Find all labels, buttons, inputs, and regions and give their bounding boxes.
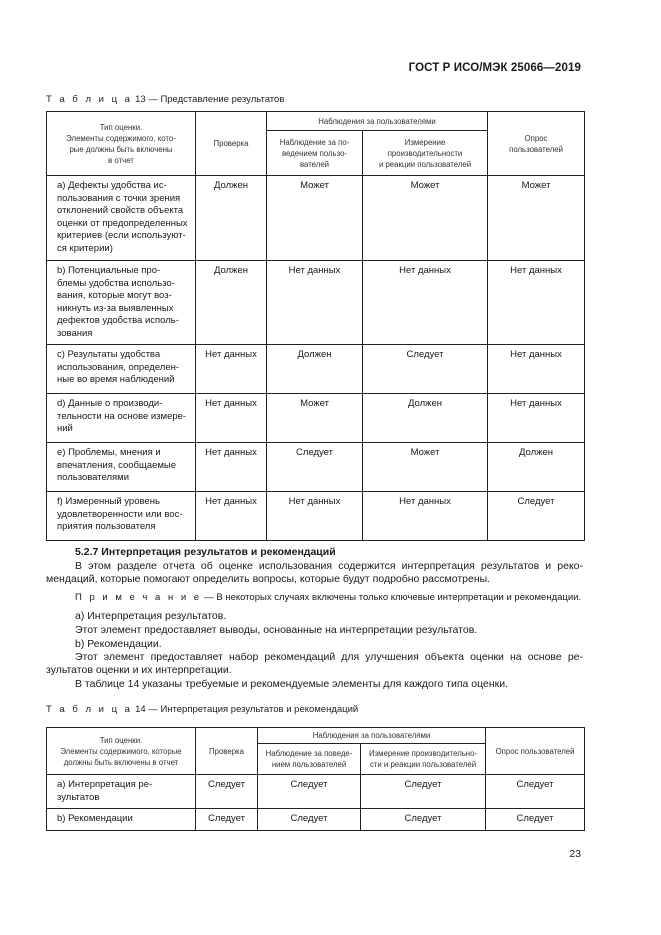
t14-head-measurement: Измерение производительно- сти и реакции пользователей xyxy=(361,744,486,775)
table-cell: Может xyxy=(363,176,488,261)
page-number: 23 xyxy=(569,848,581,860)
section-title: 5.2.7 Интерпретация результатов и рекомендаций xyxy=(75,546,336,558)
table-cell: Должен xyxy=(267,345,363,394)
table-cell: Может xyxy=(267,176,363,261)
note-label: П р и м е ч а н и е xyxy=(75,592,202,603)
t14-head-observation-group: Наблюдения за пользователями xyxy=(258,728,486,744)
list-item-b-description: Этот элемент предоставляет набор рекомендаций для улучшения объекта оценки на основе ре-зультатов оценки и их интерпретации. xyxy=(46,651,583,676)
section-paragraph: В этом разделе отчета об оценке использования содержится интерпретация результатов и реко-мендаций, которые помогают определить вопросы, которые будут подробно рассмотрены. xyxy=(46,560,583,585)
table-cell: Следует xyxy=(486,775,585,809)
t13-row-f-item: f) Измеренный уровень удовлетворенности или вос- приятия пользователя xyxy=(47,492,196,541)
table-row xyxy=(47,809,585,831)
t14-head-survey: Опрос пользователей xyxy=(486,728,585,775)
table-row xyxy=(47,261,585,345)
t13-head-type: Тип оценки. Элементы содержимого, кото- рые должны быть включены в отчет xyxy=(47,112,196,176)
table-13 xyxy=(46,111,585,541)
table-cell: Нет данных xyxy=(196,492,267,541)
table-row xyxy=(47,443,585,492)
table-cell: Нет данных xyxy=(488,394,585,443)
table-13-caption-label: Т а б л и ц а xyxy=(46,94,133,105)
table-14 xyxy=(46,727,585,831)
table-cell: Следует xyxy=(196,775,258,809)
table-cell: Должен xyxy=(363,394,488,443)
table-cell: Нет данных xyxy=(488,261,585,345)
list-item-b: b) Рекомендации. xyxy=(75,638,162,650)
t14-row-a-item: a) Интерпретация ре- зультатов xyxy=(47,775,196,809)
table-cell: Следует xyxy=(363,345,488,394)
table-14-caption-label: Т а б л и ц а xyxy=(46,704,133,715)
table-cell: Нет данных xyxy=(196,394,267,443)
t13-row-a-item: a) Дефекты удобства ис- пользования с точки зрения отклонений свойств объекта оценки от предопределенных критериев (если используют- ся критерии) xyxy=(47,176,196,261)
table-cell: Следует xyxy=(361,775,486,809)
table-row xyxy=(47,775,585,809)
list-item-a-description: Этот элемент предоставляет выводы, основанные на интерпретации результатов. xyxy=(75,624,478,636)
note-text: — В некоторых случаях включены только ключевые интерпретации и рекомендации. xyxy=(201,592,582,603)
table-cell: Нет данных xyxy=(488,345,585,394)
table-cell: Должен xyxy=(196,176,267,261)
t14-row-b-item: b) Рекомендации xyxy=(47,809,196,831)
table-cell: Следует xyxy=(196,809,258,831)
table-row xyxy=(47,176,585,261)
table-cell: Нет данных xyxy=(196,443,267,492)
table-row xyxy=(47,492,585,541)
table-row xyxy=(47,345,585,394)
t13-row-e-item: e) Проблемы, мнения и впечатления, сообщаемые пользователями xyxy=(47,443,196,492)
table-cell: Нет данных xyxy=(363,492,488,541)
table-cell: Должен xyxy=(196,261,267,345)
document-header: ГОСТ Р ИСО/МЭК 25066—2019 xyxy=(408,62,581,74)
table-13-caption xyxy=(46,94,284,105)
table-cell: Следует xyxy=(486,809,585,831)
t13-head-observation-group: Наблюдения за пользователями xyxy=(267,112,488,131)
t13-row-d-item: d) Данные о производи- тельности на основе измере- ний xyxy=(47,394,196,443)
list-item-a: a) Интерпретация результатов. xyxy=(75,610,227,622)
table-cell: Нет данных xyxy=(267,492,363,541)
table-cell: Следует xyxy=(488,492,585,541)
table-cell: Может xyxy=(363,443,488,492)
t13-head-observation-behavior: Наблюдение за по- ведением пользо- вателей xyxy=(267,131,363,176)
table-cell: Следует xyxy=(258,775,361,809)
t14-head-type: Тип оценки. Элементы содержимого, которые должны быть включены в отчет xyxy=(47,728,196,775)
table-cell: Может xyxy=(488,176,585,261)
table-14-caption xyxy=(46,704,358,715)
closing-paragraph: В таблице 14 указаны требуемые и рекомендуемые элементы для каждого типа оценки. xyxy=(75,678,509,690)
table-14-caption-text: 14 — Интерпретация результатов и рекомендаций xyxy=(135,704,359,715)
table-cell: Нет данных xyxy=(267,261,363,345)
table-13-caption-text: 13 — Представление результатов xyxy=(135,94,285,105)
table-cell: Нет данных xyxy=(363,261,488,345)
t13-row-b-item: b) Потенциальные про- блемы удобства использо- вания, которые могут воз- никнуть из-за выявленных дефектов удобства исполь- зования xyxy=(47,261,196,345)
table-cell: Следует xyxy=(258,809,361,831)
table-cell: Следует xyxy=(267,443,363,492)
table-cell: Может xyxy=(267,394,363,443)
t13-row-c-item: c) Результаты удобства использования, определен- ные во время наблюдений xyxy=(47,345,196,394)
t13-head-inspection: Проверка xyxy=(196,112,267,176)
table-cell: Следует xyxy=(361,809,486,831)
note xyxy=(75,592,581,603)
t13-head-survey: Опрос пользователей xyxy=(488,112,585,176)
t14-head-inspection: Проверка xyxy=(196,728,258,775)
table-row xyxy=(47,394,585,443)
table-cell: Должен xyxy=(488,443,585,492)
t13-head-measurement: Измерение производительности и реакции пользователей xyxy=(363,131,488,176)
t14-head-observation-behavior: Наблюдение за поведе- нием пользователей xyxy=(258,744,361,775)
table-cell: Нет данных xyxy=(196,345,267,394)
